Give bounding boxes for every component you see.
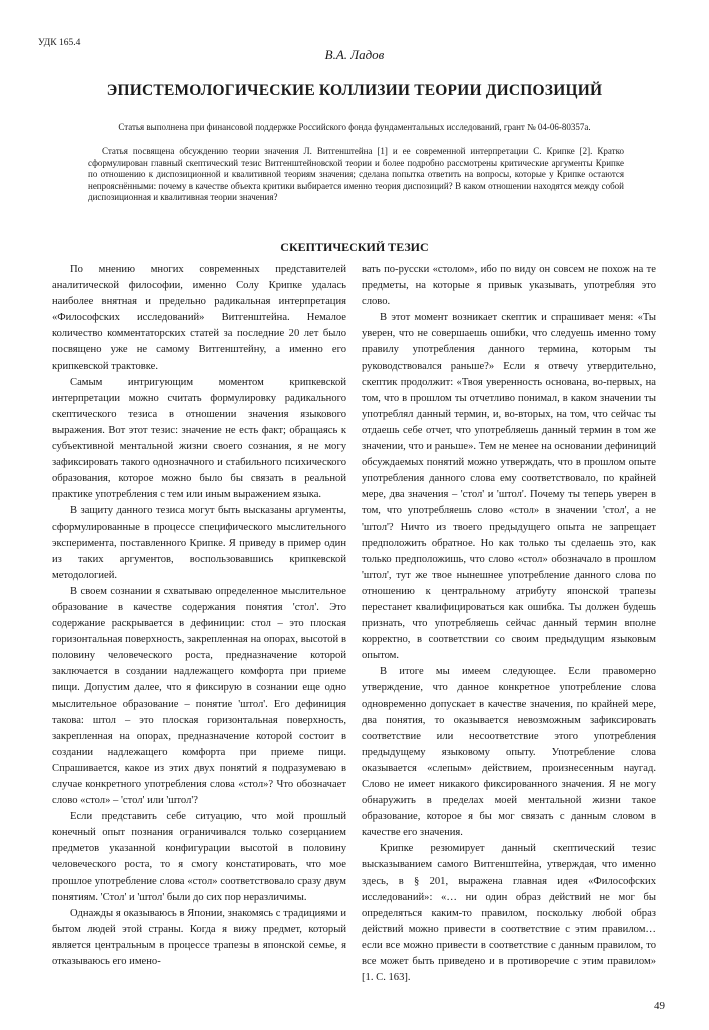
funding-note: Статья выполнена при финансовой поддержке Российского фонда фундаментальных исследований, грант № 04-06-80357а. [118, 122, 591, 132]
section-title: СКЕПТИЧЕСКИЙ ТЕЗИС [280, 240, 429, 254]
paragraph: Однажды я оказываюсь в Японии, знакомясь с традициями и бытом людей этой страны. Когда я вижу предмет, который является центральным в процессе трапезы в японской семье, я отказываюсь его имено- [52, 907, 346, 968]
paragraph: В защиту данного тезиса могут быть высказаны аргументы, сформулированные в процессе специфического мыслительного эксперимента, поставленного Крипке. Я приведу в пример один из таких аргументов, воспользовавшись крипкевской методологией. [52, 505, 346, 581]
paragraph: По мнению многих современных представителей аналитической философии, именно Солу Крипке удалась наиболее внятная и предельно радикальная интерпретация «Философских исследований» Витгенштейна. Немалое количество комментаторских статей за последние 20 лет было посвящено уже не самому Витгенштейну, а именно его крипкевской трактовке. [52, 264, 346, 372]
article-title: ЭПИСТЕМОЛОГИЧЕСКИЕ КОЛЛИЗИИ ТЕОРИИ ДИСПОЗИЦИЙ [106, 82, 603, 99]
paragraph-continued: вать по-русски «столом», ибо по виду он совсем не похож на те предметы, на которые я привык указывать, употребляя это слово. [362, 264, 656, 308]
paragraph: Если представить себе ситуацию, что мой прошлый конечный опыт познания ограничивался только созерцанием предметов указанной конфигурации высотой в половину человеческого роста, то я смогу констатировать, что мое прошлое употребление слова «стол» соответствовало сразу двум понятиям. 'Стол' и 'штол' были до сих пор неразличимы. [52, 811, 346, 903]
paragraph: В итоге мы имеем следующее. Если правомерно утверждение, что данное конкретное употребление слова одновременно допускает в качестве значения, по крайней мере, два понятия, то оказывается невозможным зафиксировать соответствие или несоответствие этого употребления предыдущему языковому опыту. Употребление слова оказывается «слепым» действием, произнесенным наугад. Слово не имеет никакого фиксированного значения. Я не могу обнаружить в пределах моей ментальной жизни такое образование, которое я бы мог связать с данным словом в качестве его значения. [362, 666, 656, 839]
left-column [52, 262, 346, 970]
udk-code: УДК 165.4 [38, 38, 81, 48]
author-name: В.А. Ладов [324, 47, 385, 62]
paragraph: В своем сознании я схватываю определенное мыслительное образование в качестве содержания понятия 'стол'. Это содержание раскрывается в дефиниции: стол – это плоская горизонтальная поверхность, закрепленная на опорах, высотой в половину человеческого роста, предназначение которой заключается в создании надлежащего комфорта при приеме пищи. Допустим далее, что я фиксирую в сознании еще одно мыслительное образование – понятие 'штол'. Его дефиниция такова: штол – это плоская горизонтальная поверхность, закрепленная на опорах, предназначение которой состоит в создании надлежащего комфорта при приеме пищи. Спрашивается, какое из этих двух понятий я подразумеваю в случае конкретного употребления слова «стол»? Что обозначает слово «стол» – 'стол' или 'штол'? [52, 585, 346, 807]
paragraph: Крипке резюмирует данный скептический тезис высказыванием самого Витгенштейна, утверждая, что именно здесь, в § 201, выражена главная идея «Философских исследований»: «… ни один образ действий не мог бы определяться каким-то правилом, поскольку любой образ действий можно привести в соответствие с этим правилом… если все можно привести в соответствие с данным правилом, то все может быть приведено и в противоречие с этим правилом» [1. С. 163]. [362, 843, 656, 984]
paragraph: Самым интригующим моментом крипкевской интерпретации можно считать формулировку радикального скептического тезиса в отношении значения языкового выражения. Вот этот тезис: значение не есть факт; обращаясь к субъективной ментальной жизни своего сознания, я не могу зафиксировать такого однозначного и стабильного психического образования, которое можно было бы связать в реальной практике употребления с тем или иным выражением языка. [52, 376, 346, 501]
page-number: 49 [654, 1000, 665, 1012]
abstract: Статья посвящена обсуждению теории значения Л. Витгенштейна [1] и ее современной интерпретации С. Крипке [2]. Кратко сформулирован главный скептический тезис Витгенштейновской теории и более подробно рассмотрены критические аргументы Крипке по отношению к диспозиционной и квалитивной теориям значения; сделана попытка ответить на вопросы, которые у Крипке остаются непрояснёнными: почему в качестве объекта критики выбирается именно теория диспозиций? В каком отношении находятся между собой диспозиционная и квалитивная теории значения? [88, 146, 624, 202]
paragraph: В этот момент возникает скептик и спрашивает меня: «Ты уверен, что не совершаешь ошибки, что следуешь именно тому правилу употребления данного термина, которым ты руководствовался раньше?» Если я отвечу утвердительно, скептик продолжит: «Твоя уверенность основана, во-первых, на том, что в прошлом ты отчетливо понимал, в каком значении ты употреблял данный термин, и, во-вторых, на том, что сейчас ты отдаешь себе отчет, что употребляешь данный термин в том же значении, что и раньше». Тем не менее на основании дефиниций обсуждаемых понятий можно утверждать, что в прошлом опыте употребления данного слова ему соответствовало, по крайней мере, два значения – 'стол' и 'штол'. Почему ты теперь уверен в том, что употребляешь слово «стол» в значении 'стол', а не 'штол'? Ничто из твоего предыдущего опыта не запрещает предположить обратное. Но как только ты сделаешь это, как только предположишь, что слово «стол» обозначало в прошлом 'штол', тут же твое нынешнее употребление данного слова по отношению к центральному атрибуту японской трапезы перестанет квалифицироваться как ошибка. Ты должен будешь признать, что употребляешь сейчас данный термин вполне корректно, в соответствии со своим предыдущим языковым опытом. [362, 312, 656, 662]
right-column [362, 262, 656, 986]
